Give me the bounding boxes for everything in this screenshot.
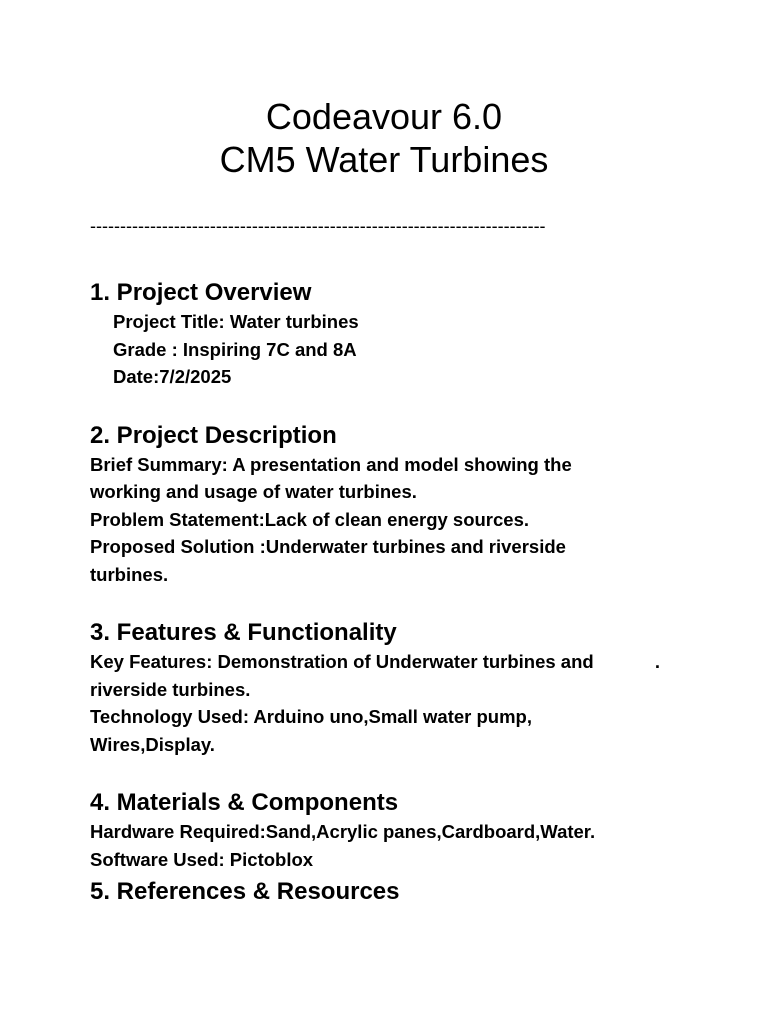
section-heading-features: 3. Features & Functionality [90, 619, 397, 646]
key-features-line-1 [90, 648, 660, 676]
technology-used-line-1: Technology Used: Arduino uno,Small water pump, [90, 706, 532, 727]
section-references-resources [90, 877, 680, 907]
proposed-solution-line-2: turbines. [90, 563, 169, 585]
key-features-text: Key Features: Demonstration of Underwater turbines and [90, 651, 594, 672]
software-used-line: Software Used: Pictoblox [90, 848, 314, 870]
summary-line-1: Brief Summary: A presentation and model showing the [90, 453, 572, 475]
section-heading-overview: 1. Project Overview [90, 279, 312, 306]
section-project-description [90, 421, 680, 589]
hardware-required-line: Hardware Required:Sand,Acrylic panes,Cardboard,Water. [90, 821, 596, 842]
section-features-functionality [90, 618, 680, 758]
section-body-features [90, 648, 680, 758]
section-body-overview [90, 308, 680, 391]
section-body-description [90, 451, 680, 589]
section-body-materials [90, 818, 680, 873]
section-heading-description: 2. Project Description [90, 421, 337, 449]
grade-line: Grade : Inspiring 7C and 8A [113, 338, 357, 360]
date-line: Date:7/2/2025 [113, 366, 232, 387]
key-features-dot: . [654, 651, 660, 672]
key-features-line-2: riverside turbines. [90, 678, 251, 700]
dashed-separator: ---------------------------------------------------------------------------- [90, 216, 546, 236]
title-line-1: Codeavour 6.0 [265, 96, 503, 137]
problem-statement-line: Problem Statement:Lack of clean energy sources. [90, 508, 530, 530]
document-title [0, 95, 768, 181]
section-materials-components [90, 788, 680, 873]
proposed-solution-line-1: Proposed Solution :Underwater turbines and riverside [90, 536, 566, 557]
summary-line-2: working and usage of water turbines. [90, 481, 417, 502]
title-line-2: CM5 Water Turbines [219, 139, 549, 180]
document-content [90, 278, 680, 907]
section-heading-references: 5. References & Resources [90, 878, 400, 905]
technology-used-line-2: Wires,Display. [90, 733, 215, 755]
section-heading-materials: 4. Materials & Components [90, 789, 399, 816]
project-title-line: Project Title: Water turbines [113, 311, 359, 332]
section-project-overview [90, 278, 680, 391]
